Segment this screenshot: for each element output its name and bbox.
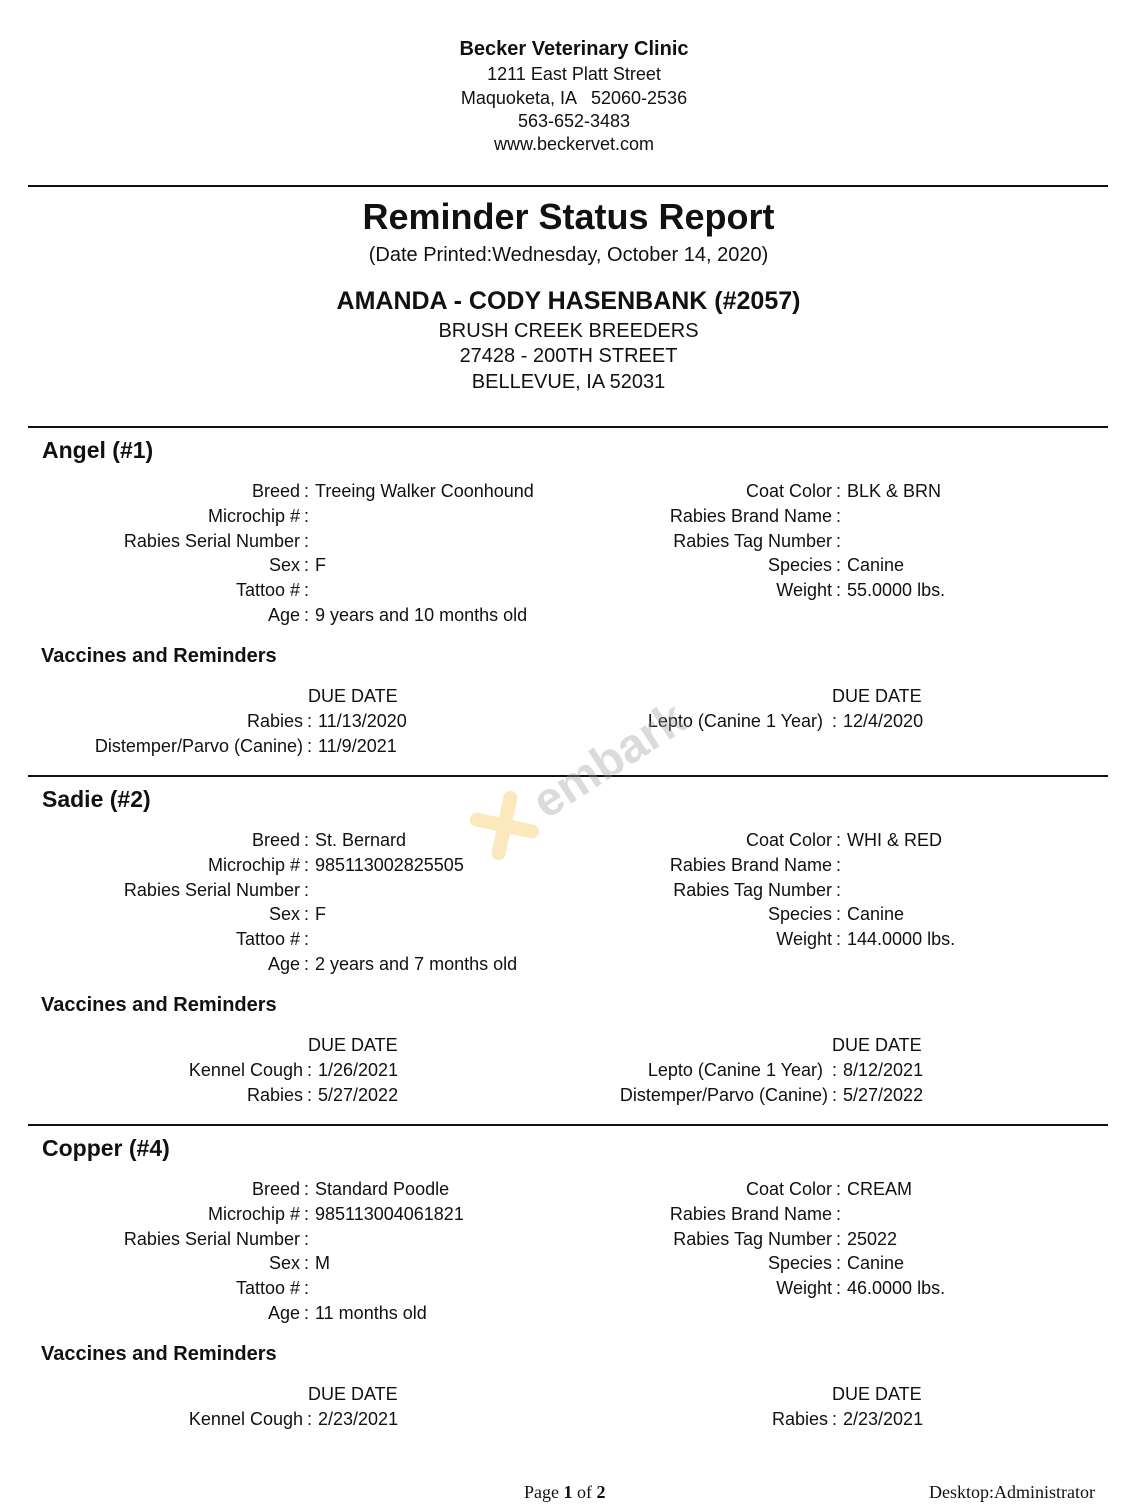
field-colon: : bbox=[836, 530, 842, 551]
vaccine-due-date: 12/4/2020 bbox=[843, 711, 924, 731]
field-label: Rabies Brand Name bbox=[669, 505, 832, 526]
field-colon: : bbox=[304, 904, 310, 925]
field-colon: : bbox=[836, 830, 842, 850]
vaccine-name: Rabies bbox=[771, 1409, 828, 1429]
field-label: Tattoo # bbox=[235, 1278, 300, 1299]
printed-by-user: Desktop:Administrator bbox=[929, 1482, 1095, 1502]
field-label: Rabies Brand Name bbox=[669, 854, 832, 875]
header-divider bbox=[28, 185, 1108, 187]
vaccine-due-date: 5/27/2022 bbox=[843, 1084, 924, 1105]
clinic-website: www.beckervet.com bbox=[493, 134, 655, 154]
pet-field-row bbox=[0, 580, 1137, 604]
report-title: Reminder Status Report bbox=[362, 196, 775, 237]
pet-field-row bbox=[0, 1253, 1137, 1277]
pet-field-row bbox=[0, 904, 1137, 928]
vaccines-heading: Vaccines and Reminders bbox=[41, 994, 277, 1016]
field-label: Breed bbox=[251, 481, 300, 501]
field-value: Standard Poodle bbox=[315, 1179, 450, 1199]
due-date-header-right: DUE DATE bbox=[832, 1384, 922, 1404]
page-of: of bbox=[572, 1482, 597, 1502]
field-value: 46.0000 lbs. bbox=[847, 1278, 946, 1299]
field-colon: : bbox=[836, 505, 842, 526]
due-date-header-left: DUE DATE bbox=[308, 686, 398, 706]
client-business: BRUSH CREEK BREEDERS bbox=[438, 320, 699, 342]
vaccine-colon: : bbox=[307, 1060, 313, 1080]
client-street: 27428 - 200TH STREET bbox=[459, 345, 678, 367]
watermark-text: embark bbox=[523, 691, 696, 830]
field-colon: : bbox=[836, 580, 842, 601]
field-label: Breed bbox=[251, 830, 300, 850]
vaccine-row bbox=[0, 711, 1137, 735]
vaccines-heading: Vaccines and Reminders bbox=[41, 645, 277, 667]
field-value: 144.0000 lbs. bbox=[847, 929, 956, 950]
clinic-phone: 563-652-3483 bbox=[517, 111, 631, 131]
clinic-city-line: Maquoketa, IA 52060-2536 bbox=[460, 88, 688, 108]
vaccine-name: Kennel Cough bbox=[188, 1060, 303, 1080]
vaccine-row bbox=[0, 1409, 1137, 1433]
pet-name: Angel (#1) bbox=[42, 437, 154, 463]
field-label: Weight bbox=[776, 929, 832, 950]
pet-section bbox=[0, 777, 1137, 1117]
pet-name: Sadie (#2) bbox=[42, 786, 151, 812]
vaccine-due-date: 8/12/2021 bbox=[843, 1060, 924, 1080]
page-total: 2 bbox=[596, 1482, 606, 1502]
pet-field-row bbox=[0, 880, 1137, 904]
field-value: Canine bbox=[847, 904, 905, 925]
due-date-header-left: DUE DATE bbox=[308, 1384, 398, 1404]
vaccine-colon: : bbox=[832, 1084, 838, 1105]
pet-name: Copper (#4) bbox=[42, 1135, 170, 1161]
field-colon: : bbox=[304, 530, 310, 551]
field-colon: : bbox=[836, 1278, 842, 1299]
field-colon: : bbox=[836, 929, 842, 950]
pet-field-row bbox=[0, 1179, 1137, 1203]
pet-field-row bbox=[0, 555, 1137, 579]
client-city: BELLEVUE, IA 52031 bbox=[471, 371, 666, 393]
vaccine-due-date: 1/26/2021 bbox=[318, 1060, 399, 1080]
pet-field-row bbox=[0, 1303, 1137, 1327]
pet-section bbox=[0, 1126, 1137, 1466]
vaccine-colon: : bbox=[307, 1084, 313, 1105]
field-label: Species bbox=[767, 904, 832, 925]
field-colon: : bbox=[304, 580, 310, 601]
field-value: Canine bbox=[847, 1253, 905, 1274]
vaccine-due-date: 5/27/2022 bbox=[318, 1084, 399, 1105]
page-prefix: Page bbox=[524, 1482, 564, 1502]
vaccine-row bbox=[0, 1060, 1137, 1084]
field-label: Weight bbox=[776, 1278, 832, 1299]
vaccines-heading: Vaccines and Reminders bbox=[41, 1343, 277, 1365]
field-colon: : bbox=[836, 904, 842, 925]
field-colon: : bbox=[304, 954, 310, 974]
due-date-header-right: DUE DATE bbox=[832, 686, 922, 706]
field-value: Canine bbox=[847, 555, 905, 576]
field-value: 985113004061821 bbox=[315, 1203, 464, 1224]
field-colon: : bbox=[304, 505, 310, 526]
vaccine-due-date: 2/23/2021 bbox=[318, 1409, 399, 1429]
pet-field-row bbox=[0, 954, 1137, 978]
field-colon: : bbox=[836, 481, 842, 501]
field-label: Rabies Serial Number bbox=[123, 1228, 300, 1249]
pet-field-row bbox=[0, 605, 1137, 629]
field-colon: : bbox=[304, 1228, 310, 1249]
field-value: 11 months old bbox=[315, 1303, 427, 1323]
field-value: 2 years and 7 months old bbox=[315, 954, 518, 974]
field-label: Sex bbox=[268, 1253, 300, 1274]
field-colon: : bbox=[836, 854, 842, 875]
page-current: 1 bbox=[563, 1482, 573, 1502]
vaccine-due-date: 11/9/2021 bbox=[318, 735, 397, 756]
pet-field-row bbox=[0, 929, 1137, 953]
field-value: M bbox=[315, 1253, 330, 1274]
vaccine-colon: : bbox=[832, 711, 838, 731]
field-value: WHI & RED bbox=[847, 830, 943, 850]
field-value: St. Bernard bbox=[315, 830, 407, 850]
vaccine-name: Rabies bbox=[246, 1084, 303, 1105]
field-value: CREAM bbox=[847, 1179, 913, 1199]
field-value: 985113002825505 bbox=[315, 854, 464, 875]
client-name: AMANDA - CODY HASENBANK (#2057) bbox=[336, 287, 801, 315]
field-label: Species bbox=[767, 555, 832, 576]
field-colon: : bbox=[304, 830, 310, 850]
field-label: Rabies Tag Number bbox=[673, 1228, 832, 1249]
field-value: Treeing Walker Coonhound bbox=[315, 481, 534, 501]
field-label: Coat Color bbox=[745, 481, 832, 501]
due-date-header-right: DUE DATE bbox=[832, 1035, 922, 1055]
pet-field-row bbox=[0, 1229, 1137, 1253]
field-label: Breed bbox=[251, 1179, 300, 1199]
field-label: Rabies Brand Name bbox=[669, 1203, 832, 1224]
pet-field-row bbox=[0, 1278, 1137, 1302]
field-colon: : bbox=[836, 1203, 842, 1224]
field-colon: : bbox=[836, 1179, 842, 1199]
field-colon: : bbox=[836, 1253, 842, 1274]
pet-field-row bbox=[0, 481, 1137, 505]
vaccine-row bbox=[0, 1085, 1137, 1109]
due-date-header-left: DUE DATE bbox=[308, 1035, 398, 1055]
field-value: 55.0000 lbs. bbox=[847, 580, 946, 601]
vaccine-name: Kennel Cough bbox=[188, 1409, 303, 1429]
vaccine-name: Lepto (Canine 1 Year) bbox=[647, 1060, 828, 1080]
pet-field-row bbox=[0, 1204, 1137, 1228]
field-label: Rabies Serial Number bbox=[123, 879, 300, 900]
field-label: Tattoo # bbox=[235, 580, 300, 601]
vaccine-row bbox=[0, 736, 1137, 760]
field-value: BLK & BRN bbox=[847, 481, 942, 501]
field-label: Sex bbox=[268, 904, 300, 925]
field-value: F bbox=[315, 904, 326, 925]
field-colon: : bbox=[836, 555, 842, 576]
vaccine-name: Rabies bbox=[246, 711, 303, 731]
field-label: Coat Color bbox=[745, 1179, 832, 1199]
date-printed: (Date Printed:Wednesday, October 14, 2020) bbox=[368, 244, 769, 266]
field-label: Rabies Serial Number bbox=[123, 530, 300, 551]
pet-section-divider bbox=[28, 775, 1108, 777]
vaccine-due-date: 11/13/2020 bbox=[318, 711, 407, 731]
pet-section-divider bbox=[28, 1124, 1108, 1126]
vaccine-colon: : bbox=[307, 1409, 313, 1429]
vaccine-name: Distemper/Parvo (Canine) bbox=[94, 735, 303, 756]
field-value: 9 years and 10 months old bbox=[315, 605, 528, 625]
pet-field-row bbox=[0, 830, 1137, 854]
field-label: Species bbox=[767, 1253, 832, 1274]
pet-section bbox=[0, 428, 1137, 768]
field-colon: : bbox=[304, 1203, 310, 1224]
field-label: Sex bbox=[268, 555, 300, 576]
field-label: Age bbox=[267, 954, 300, 974]
field-colon: : bbox=[836, 1228, 842, 1249]
page-indicator bbox=[524, 1482, 606, 1503]
field-colon: : bbox=[304, 605, 310, 625]
pet-field-row bbox=[0, 531, 1137, 555]
vaccine-name: Lepto (Canine 1 Year) bbox=[647, 711, 828, 731]
field-colon: : bbox=[304, 481, 310, 501]
field-label: Weight bbox=[776, 580, 832, 601]
vaccine-due-date: 2/23/2021 bbox=[843, 1409, 924, 1429]
field-label: Age bbox=[267, 1303, 300, 1323]
vaccine-name: Distemper/Parvo (Canine) bbox=[619, 1084, 828, 1105]
pet-field-row bbox=[0, 855, 1137, 879]
field-colon: : bbox=[836, 879, 842, 900]
pet-section-divider bbox=[28, 426, 1108, 428]
field-label: Age bbox=[267, 605, 300, 625]
field-label: Microchip # bbox=[207, 505, 300, 526]
field-colon: : bbox=[304, 854, 310, 875]
field-colon: : bbox=[304, 1253, 310, 1274]
pet-field-row bbox=[0, 506, 1137, 530]
vaccine-colon: : bbox=[307, 711, 313, 731]
field-label: Microchip # bbox=[207, 1203, 300, 1224]
field-value: F bbox=[315, 555, 326, 576]
field-value: 25022 bbox=[847, 1228, 898, 1249]
field-colon: : bbox=[304, 555, 310, 576]
clinic-name: Becker Veterinary Clinic bbox=[459, 38, 689, 60]
vaccine-colon: : bbox=[832, 1409, 838, 1429]
field-colon: : bbox=[304, 1278, 310, 1299]
field-colon: : bbox=[304, 929, 310, 950]
field-label: Coat Color bbox=[745, 830, 832, 850]
field-label: Microchip # bbox=[207, 854, 300, 875]
field-label: Rabies Tag Number bbox=[673, 530, 832, 551]
clinic-address-line: 1211 East Platt Street bbox=[487, 64, 661, 84]
field-colon: : bbox=[304, 1179, 310, 1199]
field-colon: : bbox=[304, 1303, 310, 1323]
field-colon: : bbox=[304, 879, 310, 900]
vaccine-colon: : bbox=[832, 1060, 838, 1080]
field-label: Tattoo # bbox=[235, 929, 300, 950]
vaccine-colon: : bbox=[307, 735, 313, 756]
field-label: Rabies Tag Number bbox=[673, 879, 832, 900]
